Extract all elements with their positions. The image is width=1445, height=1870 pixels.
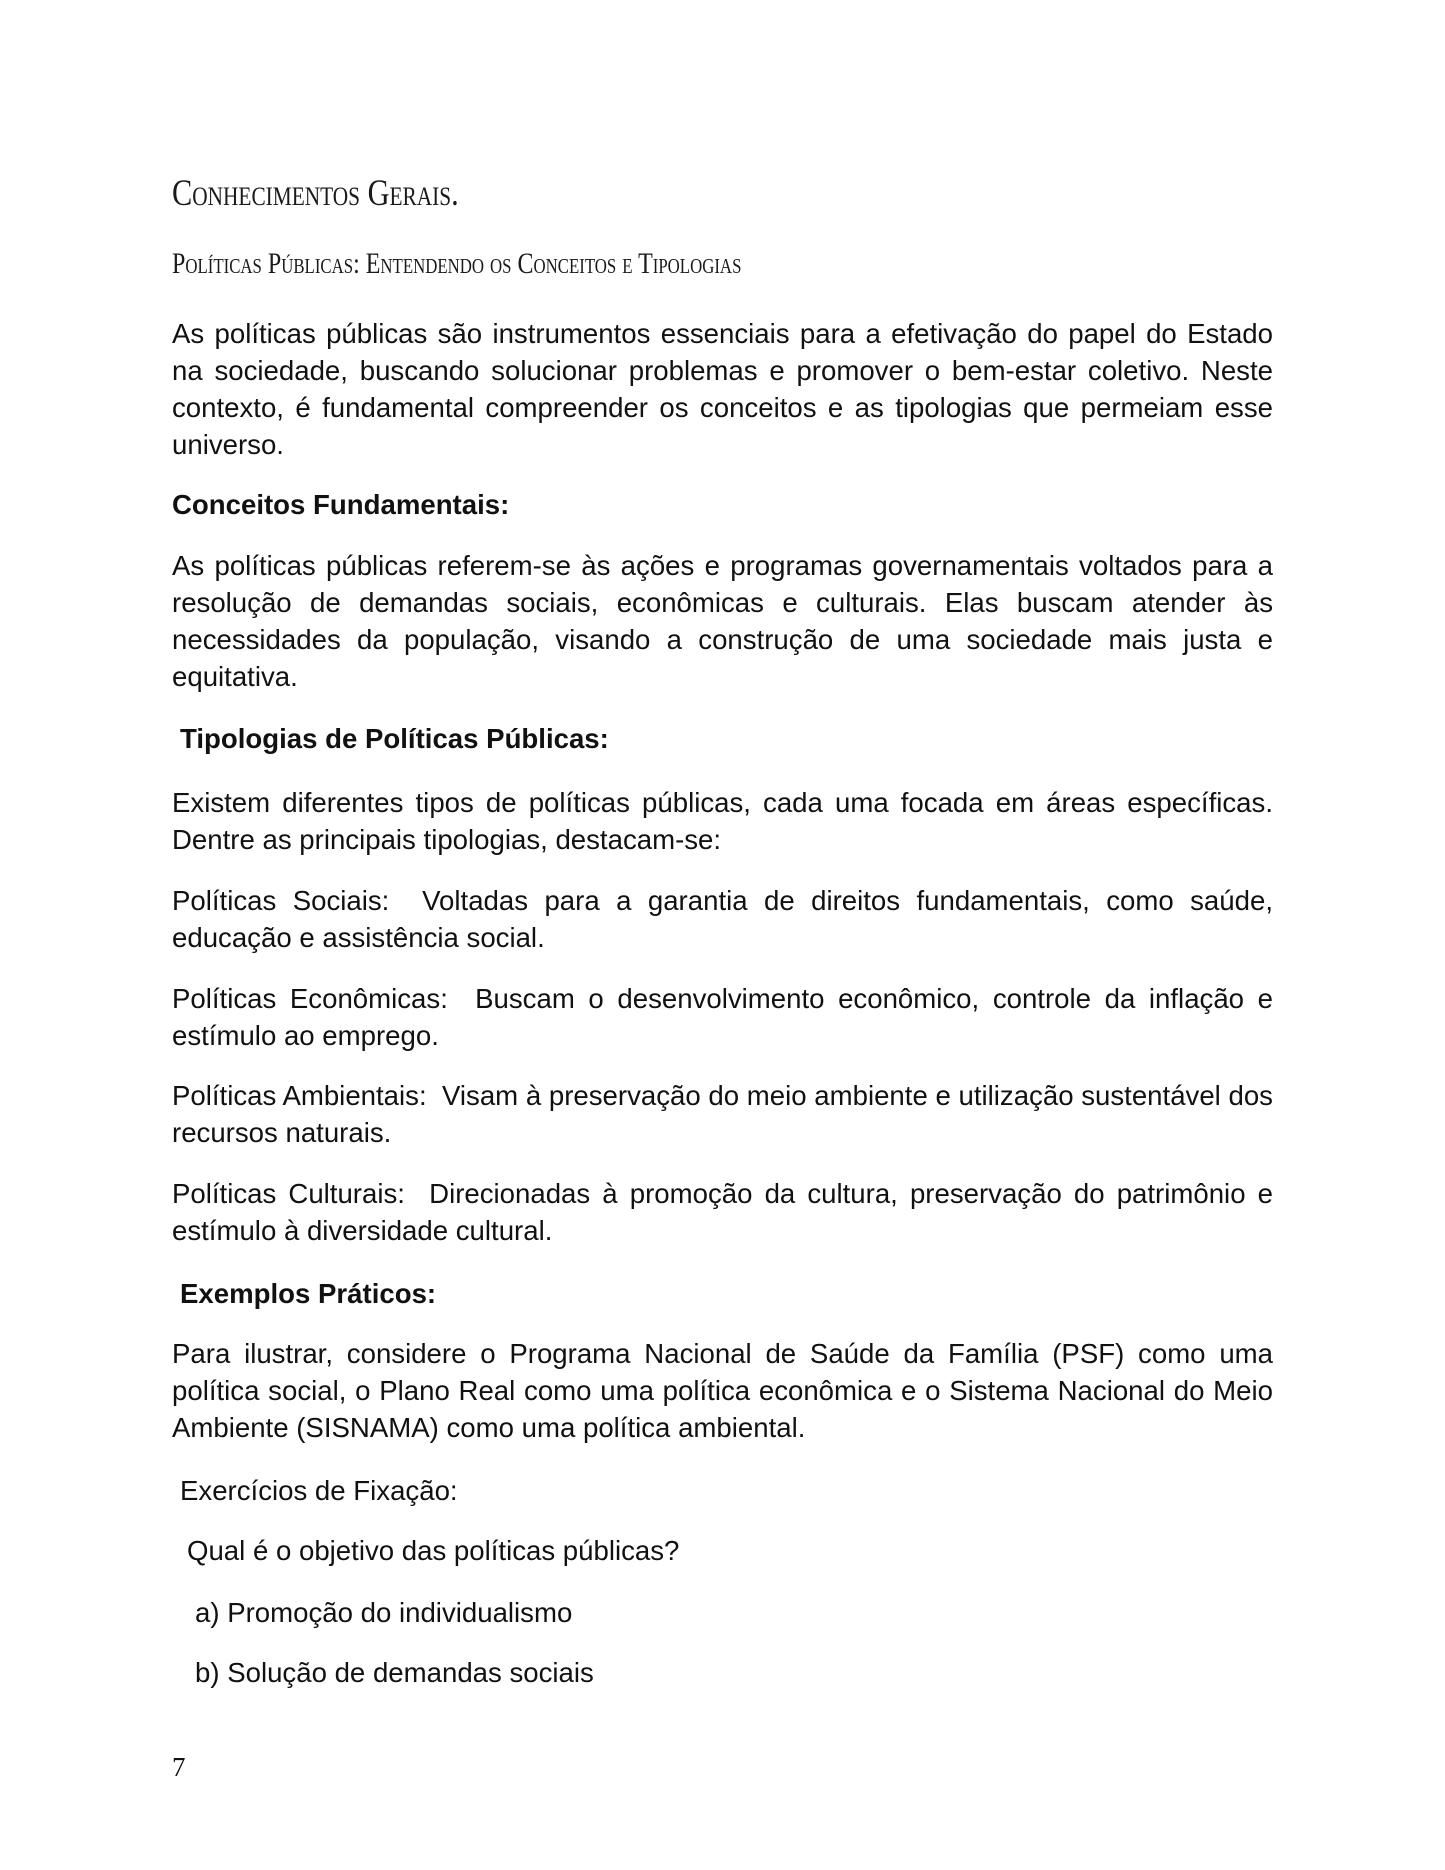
typology-description: Voltadas para a garantia de direitos fundamentais, como saúde, educação e assistência social. <box>172 885 1273 953</box>
typologies-heading: Tipologias de Políticas Públicas: <box>180 723 609 754</box>
typology-term: Políticas Culturais: <box>172 1178 405 1209</box>
exercise-question: Qual é o objetivo das políticas públicas? <box>187 1535 680 1566</box>
concepts-heading: Conceitos Fundamentais: <box>172 489 510 520</box>
typology-item-social <box>172 882 1273 956</box>
concepts-paragraph: As políticas públicas referem-se às ações e programas governamentais voltados para a resolução de demandas sociais, econômicas e culturais. Elas buscam atender às necessidades da população, visando a construção de uma sociedade mais justa e equitativa. <box>172 550 1273 692</box>
typology-term: Políticas Ambientais: <box>172 1080 427 1111</box>
typology-term: Políticas Sociais: <box>172 885 390 916</box>
typology-item-environmental <box>172 1077 1273 1151</box>
intro-paragraph: As políticas públicas são instrumentos essenciais para a efetivação do papel do Estado na sociedade, buscando solucionar problemas e promover o bem-estar coletivo. Neste contexto, é fundamental compreender os conceitos e as tipologias que permeiam esse universo. <box>172 318 1273 460</box>
typology-item-cultural <box>172 1175 1273 1249</box>
typology-description: Buscam o desenvolvimento econômico, controle da inflação e estímulo ao emprego. <box>172 983 1273 1051</box>
exercise-option-b: b) Solução de demandas sociais <box>195 1657 594 1688</box>
typology-term: Políticas Econômicas: <box>172 983 448 1014</box>
typology-description: Visam à preservação do meio ambiente e utilização sustentável dos recursos naturais. <box>172 1080 1273 1148</box>
typology-description: Direcionadas à promoção da cultura, preservação do patrimônio e estímulo à diversidade cultural. <box>172 1178 1273 1246</box>
typology-item-economic <box>172 980 1273 1054</box>
document-title: Conhecimentos Gerais. <box>172 173 459 214</box>
examples-heading: Exemplos Práticos: <box>180 1278 437 1309</box>
typologies-paragraph: Existem diferentes tipos de políticas públicas, cada uma focada em áreas específicas. Dentre as principais tipologias, destacam-se: <box>172 787 1273 855</box>
section-title: Políticas Públicas: Entendendo os Conceitos e Tipologias <box>172 247 742 280</box>
exercise-option-a: a) Promoção do individualismo <box>195 1597 573 1628</box>
exercises-heading: Exercícios de Fixação: <box>180 1475 458 1506</box>
examples-paragraph: Para ilustrar, considere o Programa Nacional de Saúde da Família (PSF) como uma política social, o Plano Real como uma política econômica e o Sistema Nacional do Meio Ambiente (SISNAMA) como uma política ambiental. <box>172 1338 1273 1443</box>
page-number: 7 <box>172 1752 186 1782</box>
